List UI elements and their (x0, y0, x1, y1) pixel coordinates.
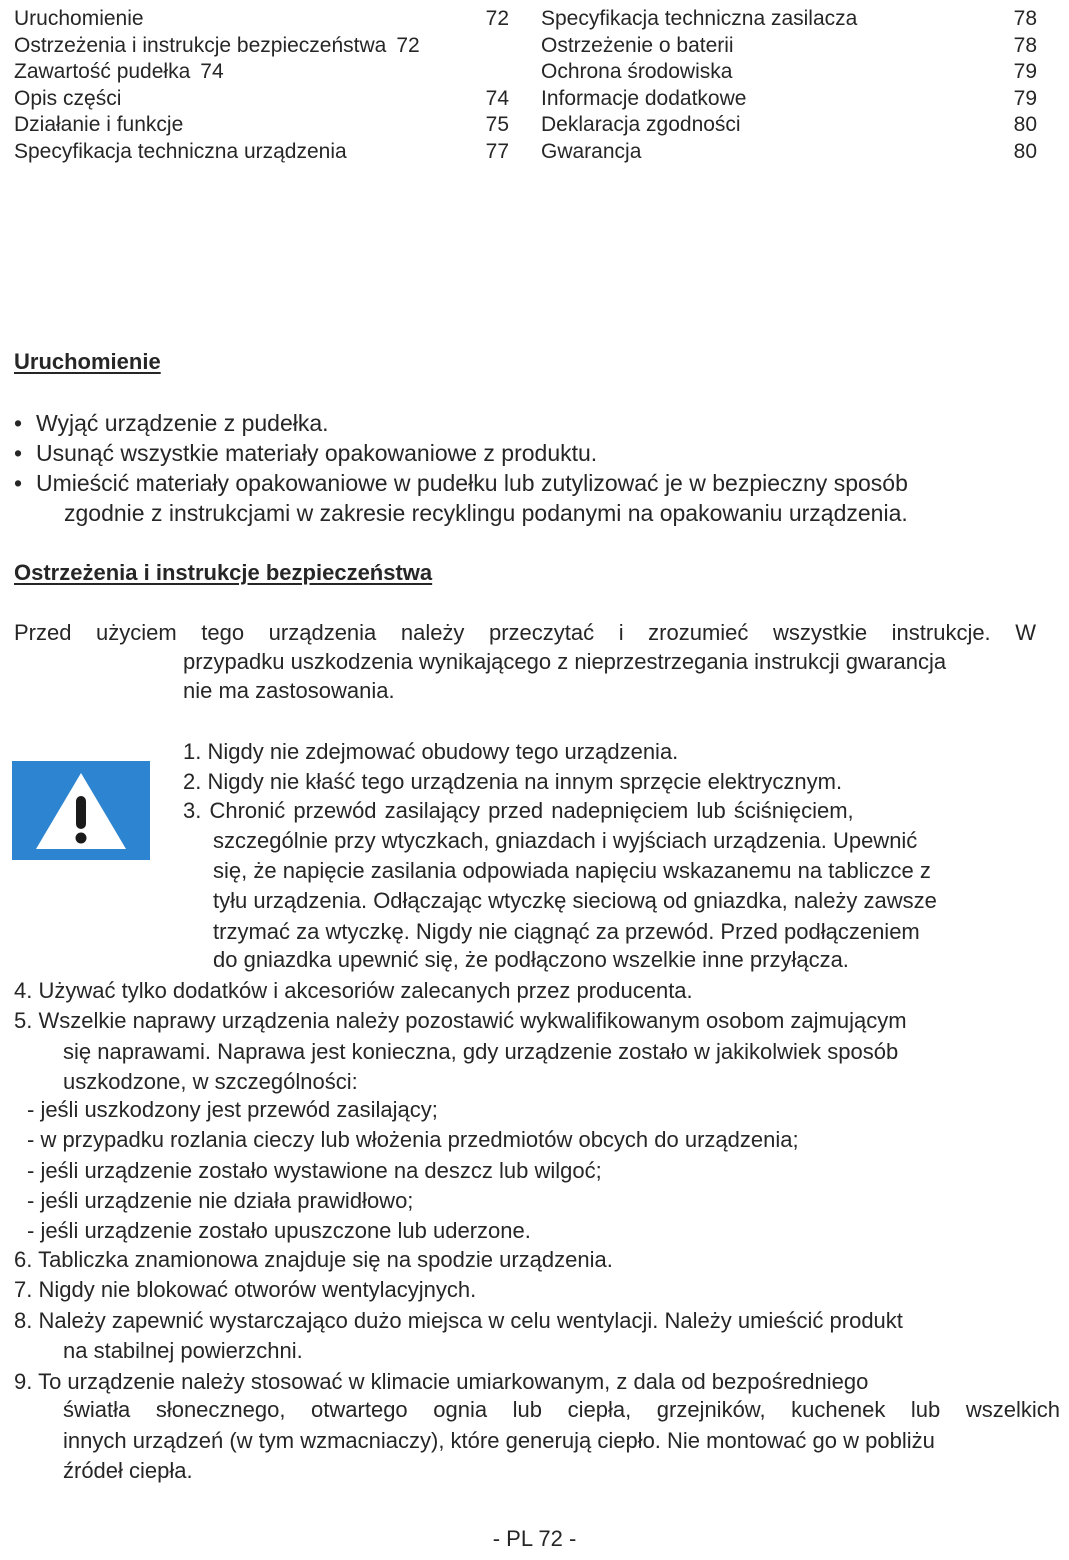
toc-left-column (14, 6, 509, 166)
list-item-continuation: zgodnie z instrukcjami w zakresie recyklingu podanymi na opakowaniu urządzenia. (64, 500, 908, 526)
list-item: 3. Chronić przewód zasilający przed nadepnięciem lub ściśnięciem, (183, 798, 854, 823)
list-item: • Usunąć wszystkie materiały opakowaniowe z produktu. (14, 440, 598, 466)
toc-entry: Działanie i funkcje 75 (14, 113, 509, 137)
sub-list-item: - jeśli urządzenie zostało wystawione na deszcz lub wilgoć; (27, 1158, 602, 1183)
toc-entry: Zawartość pudełka 74 (14, 60, 224, 84)
toc-right-column (541, 6, 1037, 166)
list-item-continuation: światła słonecznego, otwartego ognia lub ciepła, grzejników, kuchenek lub wszelkich (63, 1397, 1060, 1422)
page-number: - PL 72 - (492, 1526, 577, 1551)
list-item-continuation: innych urządzeń (w tym wzmacniaczy), które generują ciepło. Nie montować go w pobliżu (63, 1428, 935, 1453)
toc-entry: Ochrona środowiska 79 (541, 60, 1037, 84)
list-item-continuation: tyłu urządzenia. Odłączając wtyczkę sieciową od gniazdka, należy zawsze (213, 888, 937, 913)
list-item: 5. Wszelkie naprawy urządzenia należy pozostawić wykwalifikowanym osobom zajmującym (14, 1008, 907, 1033)
list-item-continuation: trzymać za wtyczkę. Nigdy nie ciągnąć za przewód. Przed podłączeniem (213, 919, 920, 944)
list-item: • Wyjąć urządzenie z pudełka. (14, 410, 329, 436)
list-item-continuation: na stabilnej powierzchni. (63, 1338, 303, 1363)
list-item: 8. Należy zapewnić wystarczająco dużo miejsca w celu wentylacji. Należy umieścić produkt (14, 1308, 903, 1333)
toc-entry: Ostrzeżenie o baterii 78 (541, 33, 1037, 57)
toc-entry: Opis części 74 (14, 86, 509, 110)
safety-intro-line: nie ma zastosowania. (183, 678, 395, 703)
toc-entry: Informacje dodatkowe 79 (541, 86, 1037, 110)
toc-entry: Gwarancja 80 (541, 139, 1037, 163)
list-item: 7. Nigdy nie blokować otworów wentylacyjnych. (14, 1277, 477, 1302)
safety-intro-line: przypadku uszkodzenia wynikającego z nieprzestrzegania instrukcji gwarancja (183, 649, 947, 674)
toc-entry: Uruchomienie 72 (14, 7, 509, 30)
warning-triangle-icon (12, 761, 150, 860)
sub-list-item: - jeśli urządzenie nie działa prawidłowo; (27, 1188, 414, 1213)
list-item: • Umieścić materiały opakowaniowe w pudełku lub zutylizować je w bezpieczny sposób (14, 470, 908, 496)
list-item: 1. Nigdy nie zdejmować obudowy tego urządzenia. (183, 739, 679, 764)
toc-entry: Deklaracja zgodności 80 (541, 113, 1037, 137)
toc-entry: Specyfikacja techniczna zasilacza 78 (541, 7, 1037, 30)
sub-list-item: - jeśli urządzenie zostało upuszczone lub uderzone. (27, 1218, 531, 1243)
list-item-continuation: szczególnie przy wtyczkach, gniazdach i wyjściach urządzenia. Upewnić (213, 828, 918, 853)
list-item-continuation: do gniazdka upewnić się, że podłączono wszelkie inne przyłącza. (213, 947, 849, 972)
sub-list-item: - jeśli uszkodzony jest przewód zasilający; (27, 1097, 438, 1122)
toc-entry: Ostrzeżenia i instrukcje bezpieczeństwa 72 (14, 33, 420, 57)
list-item-continuation: uszkodzone, w szczególności: (63, 1069, 358, 1094)
sub-list-item: - w przypadku rozlania cieczy lub włożenia przedmiotów obcych do urządzenia; (27, 1127, 799, 1152)
list-item: 4. Używać tylko dodatków i akcesoriów zalecanych przez producenta. (14, 978, 693, 1003)
toc-entry: Specyfikacja techniczna urządzenia 77 (14, 139, 509, 163)
section-heading-startup: Uruchomienie (14, 349, 161, 374)
section-heading-safety: Ostrzeżenia i instrukcje bezpieczeństwa (14, 560, 433, 585)
list-item: 6. Tabliczka znamionowa znajduje się na spodzie urządzenia. (14, 1247, 613, 1272)
list-item-continuation: źródeł ciepła. (63, 1458, 193, 1483)
list-item: 2. Nigdy nie kłaść tego urządzenia na innym sprzęcie elektrycznym. (183, 769, 843, 794)
list-item-continuation: się naprawami. Naprawa jest konieczna, gdy urządzenie zostało w jakikolwiek sposób (63, 1039, 899, 1064)
warning-sign (12, 761, 150, 860)
list-item-continuation: się, że napięcie zasilania odpowiada napięciu wskazanemu na tabliczce z (213, 858, 931, 883)
startup-list (14, 408, 908, 528)
safety-intro-first-line: Przed użyciem tego urządzenia należy przeczytać i zrozumieć wszystkie instrukcje. W (14, 620, 1036, 645)
list-item: 9. To urządzenie należy stosować w klimacie umiarkowanym, z dala od bezpośredniego (14, 1369, 869, 1394)
